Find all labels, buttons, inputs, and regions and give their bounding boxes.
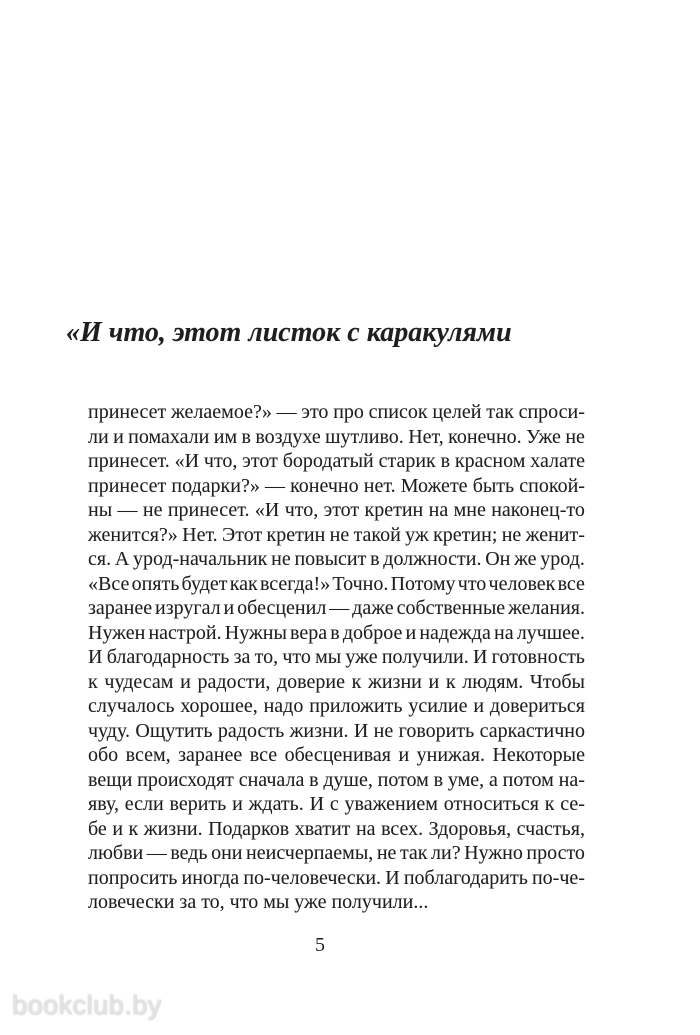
text-line: случалось хорошее, надо приложить усилие и довериться bbox=[88, 695, 585, 717]
text-line: принесет желаемое?» — это про список целей так спроси- bbox=[88, 401, 585, 423]
page-number: 5 bbox=[315, 934, 325, 956]
watermark-bookclub: bookclub.by bbox=[12, 990, 162, 1020]
text-line: вещи происходят сначала в душе, потом в уме, а потом на- bbox=[88, 768, 585, 791]
text-line: яву, если верить и ждать. И с уважением относиться к се- bbox=[88, 793, 585, 815]
text-line: попросить иногда по-человечески. И поблагодарить по-че- bbox=[88, 866, 585, 889]
text-line: женится?» Нет. Этот кретин не такой уж кретин; не женит- bbox=[88, 523, 585, 546]
body-paragraph bbox=[88, 400, 585, 915]
text-line: любви — ведь они неисчерпаемы, не так ли? Нужно просто bbox=[88, 842, 585, 864]
text-line: «Все опять будет как всегда!» Точно. Потому что человек все bbox=[88, 572, 585, 595]
text-line: ловечески за то, что мы уже получили... bbox=[88, 891, 429, 913]
text-line: к чудесам и радости, доверие к жизни и к людям. Чтобы bbox=[88, 670, 585, 693]
text-line: заранее изругал и обесценил — даже собственные желания. bbox=[88, 597, 585, 619]
text-line: бе и к жизни. Подарков хватит на всех. Здоровья, счастья, bbox=[88, 817, 585, 840]
text-line: Нужен настрой. Нужны вера в доброе и надежда на лучшее. bbox=[88, 621, 585, 644]
text-line: обо всем, заранее все обесценивая и унижая. Некоторые bbox=[88, 744, 585, 766]
text-line: ся. А урод-начальник не повысит в должности. Он же урод. bbox=[88, 548, 585, 570]
text-line: принесет подарки?» — конечно нет. Можете быть спокой- bbox=[88, 474, 585, 497]
text-line: ны — не принесет. «И что, этот кретин на мне наконец-то bbox=[88, 499, 585, 521]
text-line: принесет. «И что, этот бородатый старик в красном халате bbox=[88, 450, 585, 472]
text-line: ли и помахали им в воздухе шутливо. Нет, конечно. Уже не bbox=[88, 425, 585, 448]
text-line: чуду. Ощутить радость жизни. И не говорить саркастично bbox=[88, 719, 585, 742]
text-line: И благодарность за то, что мы уже получили. И готовность bbox=[88, 646, 585, 668]
chapter-heading: «И что, этот листок с каракулями bbox=[66, 317, 512, 348]
